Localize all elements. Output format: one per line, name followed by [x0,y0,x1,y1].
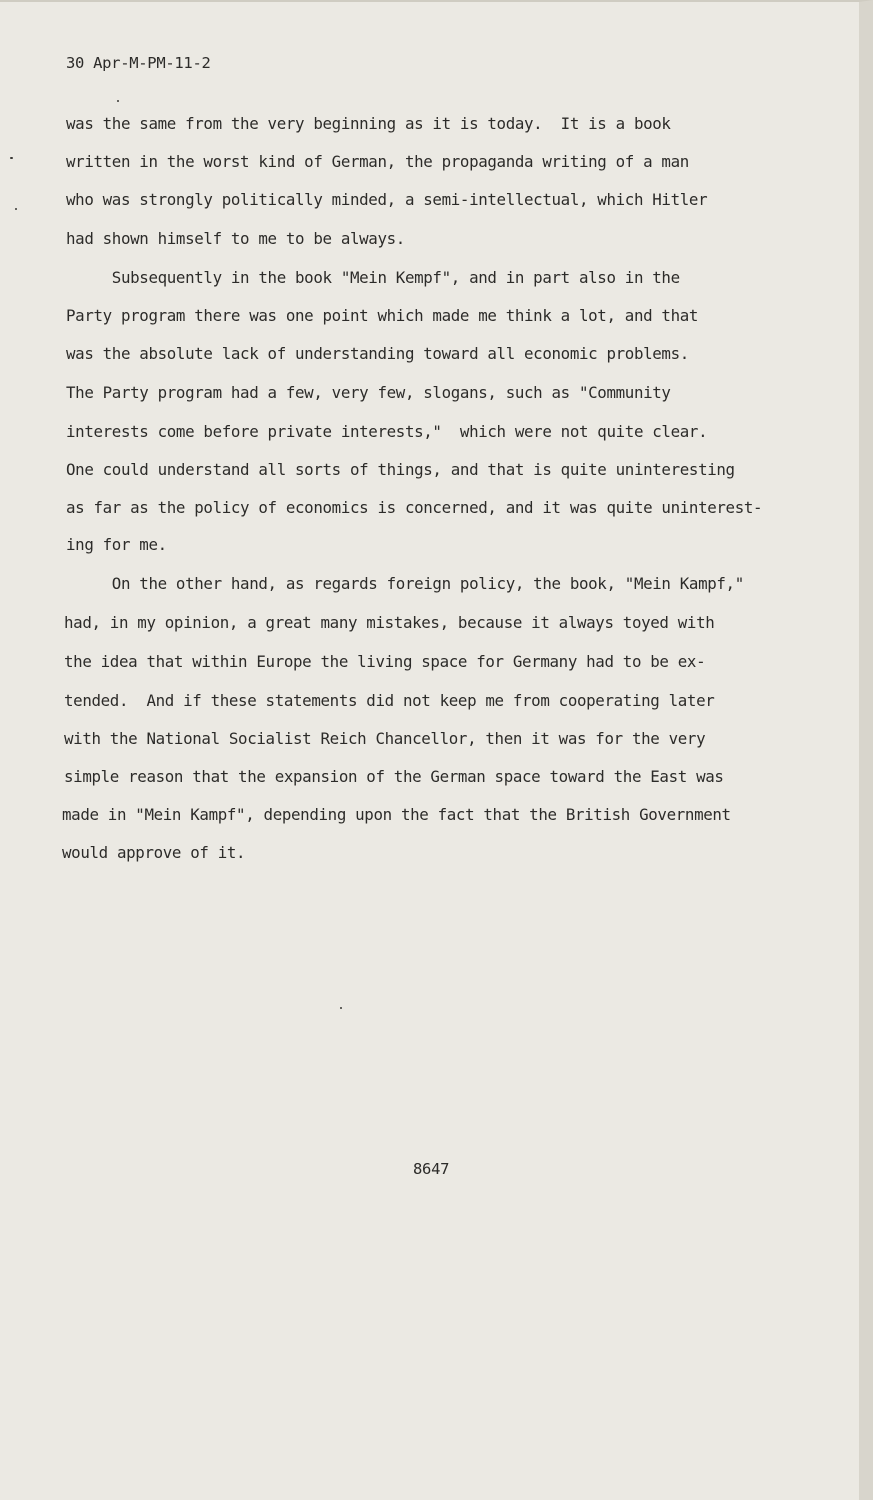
text-line: was the absolute lack of understanding toward all economic problems. [66,344,689,363]
paper-speck [117,100,119,102]
text-line: the idea that within Europe the living space for Germany had to be ex- [64,652,706,671]
margin-mark [15,208,17,210]
text-line: One could understand all sorts of things, and that is quite uninteresting [66,460,735,479]
text-line: was the same from the very beginning as it is today. It is a book [66,114,671,133]
text-line: made in "Mein Kampf", depending upon the fact that the British Government [62,805,731,824]
text-line: Subsequently in the book "Mein Kempf", and in part also in the [66,268,680,287]
text-line: On the other hand, as regards foreign policy, the book, "Mein Kampf," [66,574,744,593]
text-line: simple reason that the expansion of the German space toward the East was [64,767,724,786]
text-line: as far as the policy of economics is concerned, and it was quite uninterest- [66,498,763,517]
page-number: 8647 [413,1160,450,1178]
text-line: The Party program had a few, very few, slogans, such as "Community [66,383,671,402]
text-line: had shown himself to me to be always. [66,229,405,248]
paper-speck [340,1007,342,1009]
text-line: Party program there was one point which made me think a lot, and that [66,306,699,325]
text-line: written in the worst kind of German, the propaganda writing of a man [66,152,689,171]
text-line: with the National Socialist Reich Chancellor, then it was for the very [64,729,706,748]
margin-mark [10,157,13,159]
text-line: tended. And if these statements did not keep me from cooperating later [64,691,715,710]
text-line: who was strongly politically minded, a semi-intellectual, which Hitler [66,190,708,209]
text-line: interests come before private interests," which were not quite clear. [66,422,708,441]
text-line: ing for me. [66,535,167,554]
text-line: had, in my opinion, a great many mistakes, because it always toyed with [64,613,715,632]
text-line: would approve of it. [62,843,246,862]
page-identifier: 30 Apr-M-PM-11-2 [66,54,211,72]
